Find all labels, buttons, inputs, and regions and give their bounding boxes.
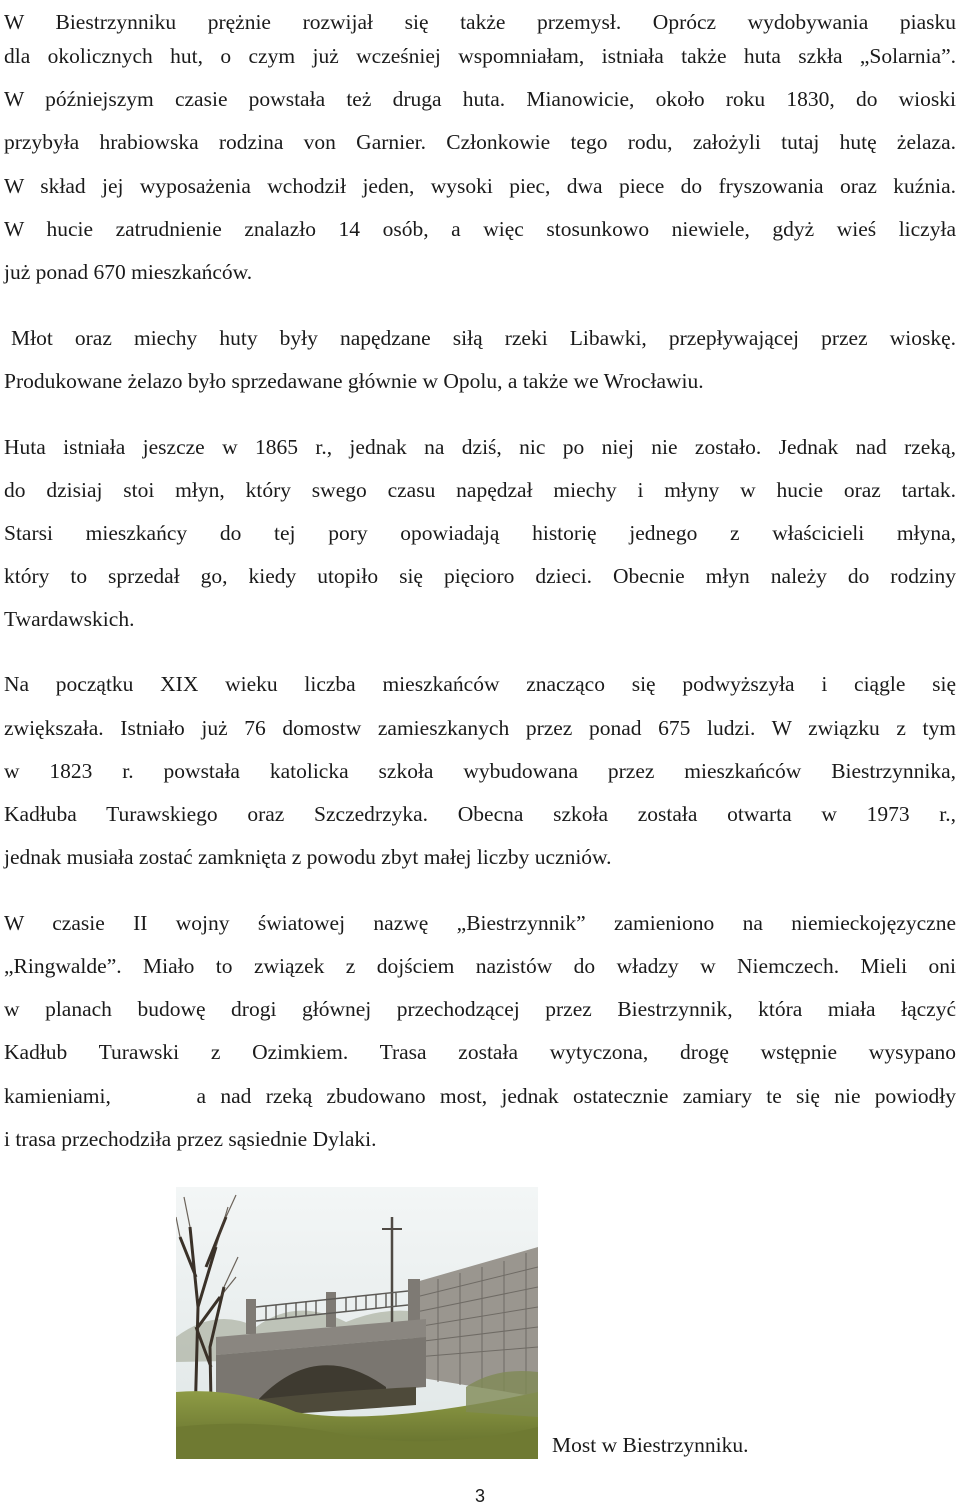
bridge-photo bbox=[176, 1187, 538, 1459]
paragraph-5-line-3: w planach budowę drogi głównej przechodzącej przez Biestrzynnik, która miała łączyć bbox=[4, 997, 956, 1021]
paragraph-3-line-3: Starsi mieszkańcy do tej pory opowiadają historię jednego z właścicieli młyna, bbox=[4, 521, 956, 545]
paragraph-2-line-1: Młot oraz miechy huty były napędzane siłą rzeki Libawki, przepływającej przez wioskę. bbox=[11, 326, 956, 350]
bridge-photo-image bbox=[176, 1187, 538, 1459]
paragraph-1-line-3: W późniejszym czasie powstała też druga huta. Mianowicie, około roku 1830, do wioski bbox=[4, 87, 956, 111]
paragraph-5-line-2: „Ringwalde”. Miało to związek z dojściem nazistów do władzy w Niemczech. Mieli oni bbox=[4, 954, 956, 978]
photo-caption: Most w Biestrzynniku. bbox=[552, 1433, 749, 1457]
paragraph-5-line-6: i trasa przechodziła przez sąsiednie Dylaki. bbox=[4, 1127, 377, 1151]
paragraph-1-line-2: dla okolicznych hut, o czym już wcześniej wspomniałam, istniała także huta szkła „Solarnia”. bbox=[4, 44, 956, 68]
paragraph-3-line-1: Huta istniała jeszcze w 1865 r., jednak na dziś, nic po niej nie zostało. Jednak nad rzeką, bbox=[4, 435, 956, 459]
paragraph-3-line-5: Twardawskich. bbox=[4, 607, 135, 631]
paragraph-1-line-7: już ponad 670 mieszkańców. bbox=[4, 260, 253, 284]
page-number: 3 bbox=[474, 1486, 485, 1506]
paragraph-4-line-5: jednak musiała zostać zamknięta z powodu zbyt małej liczby uczniów. bbox=[4, 845, 612, 869]
paragraph-3-line-2: do dzisiaj stoi młyn, który swego czasu napędzał miechy i młyny w hucie oraz tartak. bbox=[4, 478, 956, 502]
paragraph-4-line-4: Kadłuba Turawskiego oraz Szczedrzyka. Obecna szkoła została otwarta w 1973 r., bbox=[4, 802, 956, 826]
paragraph-5-line-5: kamieniami, a nad rzeką zbudowano most, jednak ostatecznie zamiary te się nie powiodły bbox=[4, 1084, 956, 1108]
paragraph-1-line-5: W skład jej wyposażenia wchodził jeden, wysoki piec, dwa piece do fryszowania oraz kuźnia. bbox=[4, 174, 956, 198]
paragraph-4-line-1: Na początku XIX wieku liczba mieszkańców znacząco się podwyższyła i ciągle się bbox=[4, 672, 956, 696]
paragraph-4-line-2: zwiększała. Istniało już 76 domostw zamieszkanych przez ponad 675 ludzi. W związku z tym bbox=[4, 716, 956, 740]
paragraph-1-line-4: przybyła hrabiowska rodzina von Garnier. Członkowie tego rodu, założyli tutaj hutę żelaza. bbox=[4, 130, 956, 154]
paragraph-5-line-4: Kadłub Turawski z Ozimkiem. Trasa została wytyczona, drogę wstępnie wysypano bbox=[4, 1040, 956, 1064]
paragraph-4-line-3: w 1823 r. powstała katolicka szkoła wybudowana przez mieszkańców Biestrzynnika, bbox=[4, 759, 956, 783]
paragraph-3-line-4: który to sprzedał go, kiedy utopiło się pięcioro dzieci. Obecnie młyn należy do rodziny bbox=[4, 564, 956, 588]
paragraph-2-line-2: Produkowane żelazo było sprzedawane głównie w Opolu, a także we Wrocławiu. bbox=[4, 369, 704, 393]
paragraph-1-line-6: W hucie zatrudnienie znalazło 14 osób, a więc stosunkowo niewiele, gdyż wieś liczyła bbox=[4, 217, 956, 241]
paragraph-5-line-1: W czasie II wojny światowej nazwę „Biestrzynnik” zamieniono na niemieckojęzyczne bbox=[4, 911, 956, 935]
paragraph-1-line-1: W Biestrzynniku prężnie rozwijał się także przemysł. Oprócz wydobywania piasku bbox=[4, 10, 956, 34]
